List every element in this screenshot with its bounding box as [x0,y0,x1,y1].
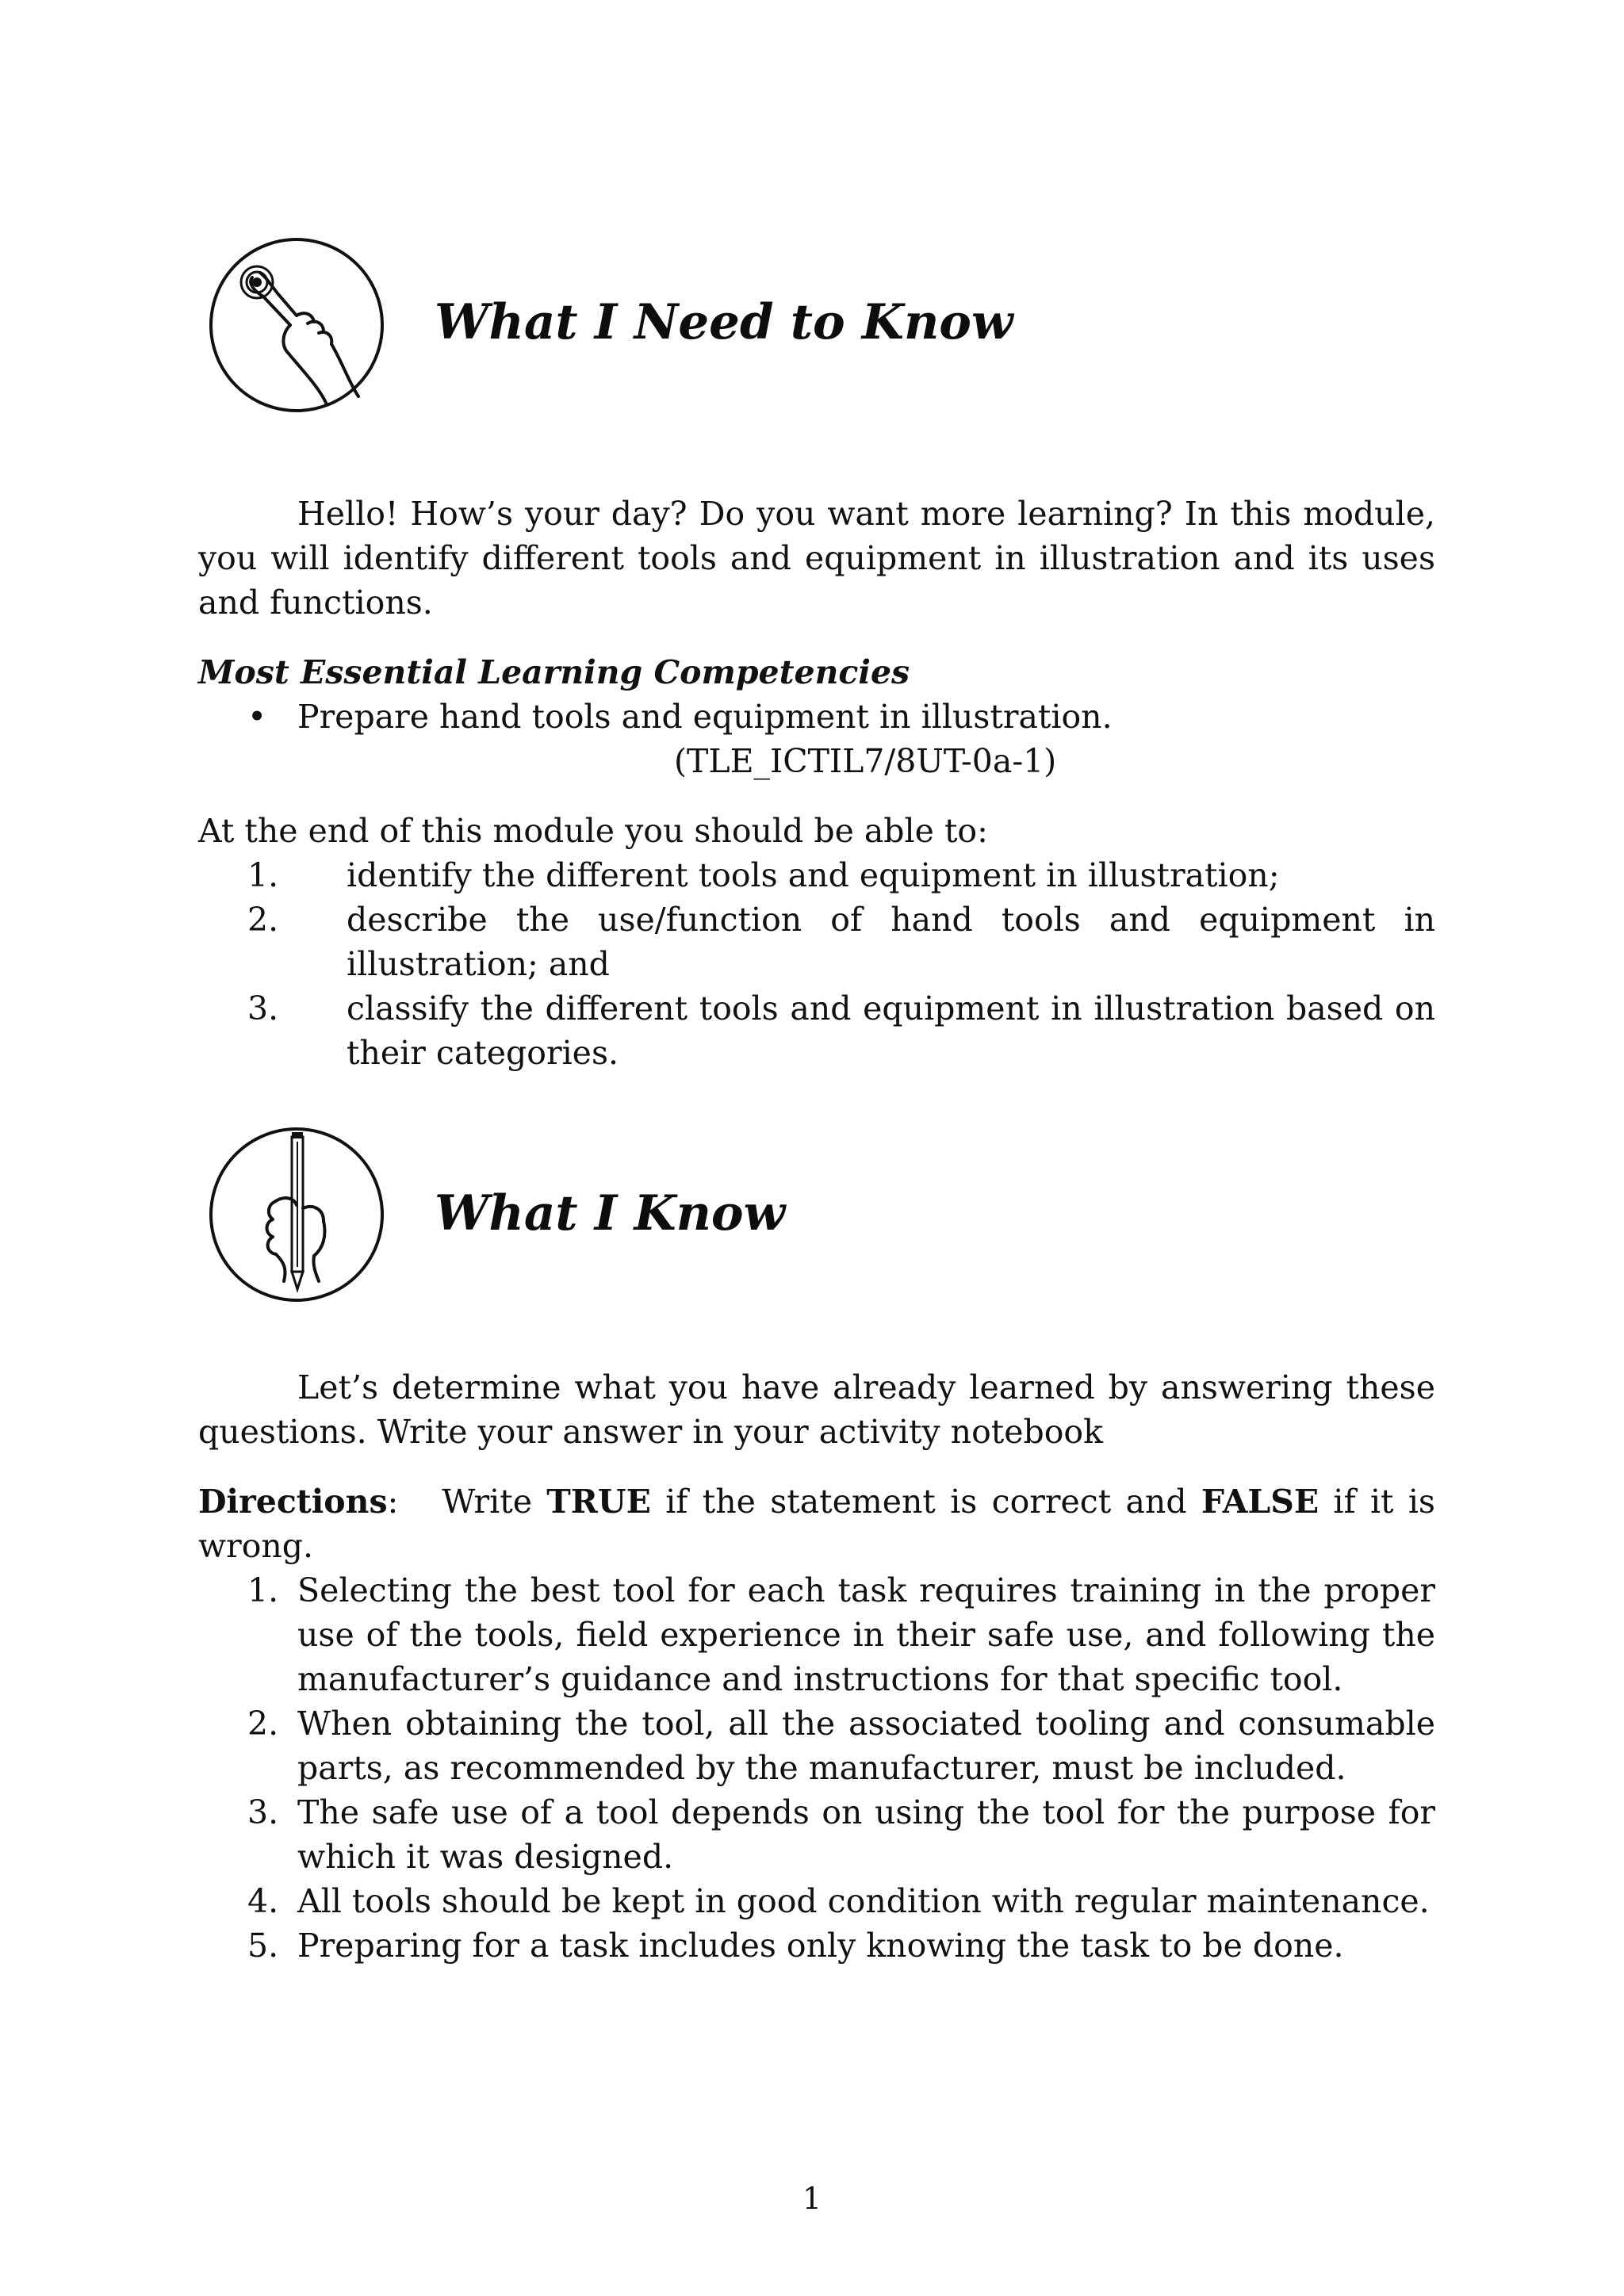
question-number: 4. [247,1882,279,1920]
section-title-what-i-know: What I Know [435,1185,786,1242]
page-number: 1 [802,2181,822,2216]
directions-true: TRUE [546,1483,651,1521]
objective-item [198,986,1435,1075]
question-item [198,1923,1435,1968]
objective-item [198,853,1435,897]
question-number: 1. [247,1571,279,1609]
melc-item-text: Prepare hand tools and equipment in illustration. [297,698,1113,736]
directions-end: if it is wrong. [198,1483,1435,1565]
objective-text: classify the different tools and equipment in illustration based on their categories. [347,989,1435,1072]
objective-number: 2. [247,901,279,939]
questions-list [198,1568,1435,1968]
intro-paragraph: Let’s determine what you have already learned by answering these questions. Write your answer in your activity notebook [198,1368,1435,1451]
directions-label: Directions [198,1483,388,1521]
directions-false: FALSE [1201,1483,1320,1521]
question-text: Selecting the best tool for each task requires training in the proper use of the tools, field experience in their safe use, and following the manufacturer’s guidance and instructions for that specific tool. [297,1571,1435,1698]
section2-body [198,1365,1435,1968]
objectives-lead: At the end of this module you should be able to: [198,812,988,850]
hand-holding-pencil-icon [208,1126,385,1303]
question-item [198,1879,1435,1923]
directions-colon: : [387,1483,399,1521]
question-item [198,1568,1435,1701]
objective-item [198,897,1435,986]
intro-paragraph: Hello! How’s your day? Do you want more learning? In this module, you will identify different tools and equipment in illustration and its uses and functions. [198,495,1435,622]
question-item [198,1701,1435,1790]
melc-heading: Most Essential Learning Competencies [198,653,910,691]
hand-pointer-icon [208,236,385,414]
directions-paragraph [198,1479,1435,1568]
objective-number: 3. [247,989,279,1027]
melc-code: (TLE_ICTIL7/8UT-0a-1) [674,742,1057,780]
bullet-icon: • [247,698,267,736]
objectives-list [198,853,1435,1075]
objective-text: describe the use/function of hand tools and equipment in illustration; and [347,901,1435,983]
question-number: 3. [247,1793,279,1831]
objective-text: identify the different tools and equipment in illustration; [347,856,1280,894]
section-title-what-i-need-to-know: What I Need to Know [435,294,1013,350]
question-number: 2. [247,1705,279,1743]
directions-mid: if the statement is correct and [665,1483,1187,1521]
question-item [198,1790,1435,1879]
question-number: 5. [247,1927,279,1965]
question-text: Preparing for a task includes only knowing the task to be done. [297,1927,1344,1965]
objective-number: 1. [247,856,279,894]
melc-item [198,695,1435,739]
section1-body [198,492,1435,1075]
directions-write: Write [442,1483,532,1521]
question-text: When obtaining the tool, all the associated tooling and consumable parts, as recommended by the manufacturer, must be included. [297,1705,1435,1787]
question-text: The safe use of a tool depends on using the tool for the purpose for which it was designed. [297,1793,1435,1876]
question-text: All tools should be kept in good condition with regular maintenance. [297,1882,1430,1920]
